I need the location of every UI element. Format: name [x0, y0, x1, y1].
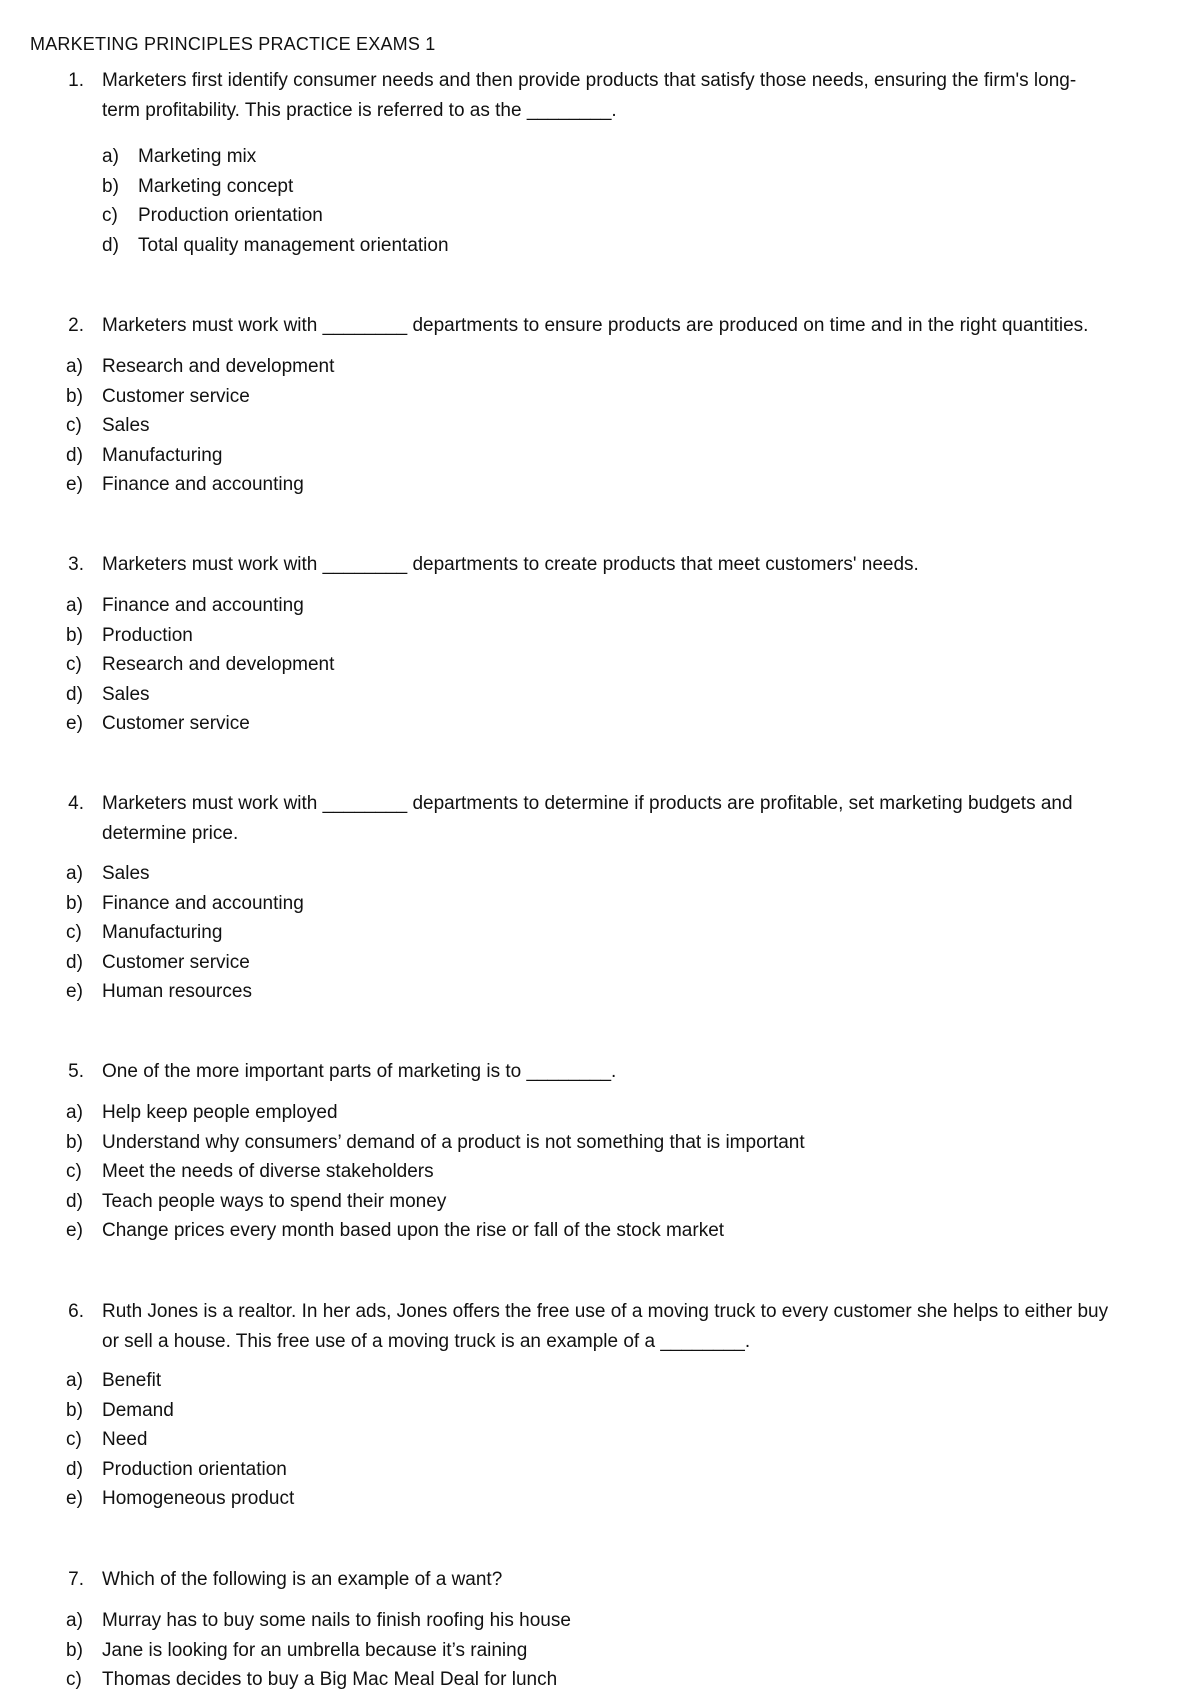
option-text: Finance and accounting — [102, 474, 304, 495]
option-text: Meet the needs of diverse stakeholders — [102, 1161, 434, 1182]
option-letter: c) — [66, 922, 82, 943]
option-text: Customer service — [102, 713, 250, 734]
option-letter: a) — [66, 1610, 83, 1631]
option-letter: e) — [66, 713, 83, 734]
option-text: Research and development — [102, 654, 335, 675]
option-text: Manufacturing — [102, 444, 223, 466]
document-title: MARKETING PRINCIPLES PRACTICE EXAMS 1 — [30, 34, 436, 54]
question-text: or sell a house. This free use of a moving truck is an example of a ________. — [102, 1330, 751, 1352]
option-text: Production orientation — [138, 205, 323, 226]
option-text: Finance and accounting — [102, 892, 304, 914]
option-letter: c) — [66, 415, 82, 436]
option-text: Sales — [102, 863, 150, 884]
option-text: Understand why consumers’ demand of a product is not something that is important — [102, 1131, 805, 1153]
option-letter: c) — [66, 1429, 82, 1450]
option-letter: b) — [66, 624, 83, 646]
question-text: Marketers must work with ________ departments to create products that meet customers' needs. — [102, 554, 919, 575]
option-letter: b) — [66, 892, 83, 914]
question-number: 2. — [68, 315, 84, 336]
option-letter: e) — [66, 981, 83, 1002]
question-number: 6. — [68, 1301, 84, 1322]
option-letter: c) — [66, 1669, 82, 1690]
option-text: Production orientation — [102, 1458, 287, 1480]
option-letter: c) — [102, 205, 118, 226]
option-text: Sales — [102, 415, 150, 436]
option-letter: e) — [66, 474, 83, 495]
option-text: Total quality management orientation — [138, 234, 449, 256]
option-letter: e) — [66, 1488, 83, 1509]
option-letter: b) — [66, 1399, 83, 1421]
question-text: One of the more important parts of marketing is to ________. — [102, 1061, 617, 1082]
option-letter: a) — [66, 1370, 83, 1391]
option-letter: d) — [66, 683, 83, 705]
option-text: Need — [102, 1429, 148, 1450]
option-letter: d) — [66, 444, 83, 466]
option-text: Customer service — [102, 385, 250, 407]
option-letter: b) — [102, 175, 119, 197]
option-text: Customer service — [102, 951, 250, 973]
option-text: Murray has to buy some nails to finish roofing his house — [102, 1610, 571, 1631]
option-text: Help keep people employed — [102, 1102, 338, 1123]
question-text: term profitability. This practice is referred to as the ________. — [102, 99, 617, 121]
option-text: Human resources — [102, 981, 252, 1002]
option-text: Manufacturing — [102, 922, 223, 943]
option-letter: b) — [66, 1131, 83, 1153]
option-letter: d) — [102, 234, 119, 256]
question-text: determine price. — [102, 822, 239, 844]
question-number: 5. — [68, 1061, 84, 1082]
question-text: Marketers first identify consumer needs and then provide products that satisfy those needs, ensuring the firm's long- — [102, 70, 1077, 91]
option-text: Thomas decides to buy a Big Mac Meal Deal for lunch — [102, 1669, 558, 1690]
option-text: Research and development — [102, 356, 335, 377]
option-text: Change prices every month based upon the rise or fall of the stock market — [102, 1220, 725, 1241]
option-letter: b) — [66, 1639, 83, 1661]
option-text: Production — [102, 624, 193, 646]
option-text: Demand — [102, 1399, 174, 1421]
question-text: Ruth Jones is a realtor. In her ads, Jones offers the free use of a moving truck to every customer she helps to either buy — [102, 1301, 1109, 1322]
option-text: Marketing concept — [138, 175, 294, 197]
option-letter: c) — [66, 654, 82, 675]
option-letter: a) — [66, 595, 83, 616]
question-number: 4. — [68, 793, 84, 814]
question-text: Marketers must work with ________ departments to ensure products are produced on time and in the right quantities. — [102, 315, 1089, 336]
option-letter: a) — [102, 146, 119, 167]
question-number: 1. — [68, 70, 84, 91]
question-number: 7. — [68, 1569, 84, 1590]
option-text: Sales — [102, 683, 150, 705]
option-letter: d) — [66, 1190, 83, 1212]
option-letter: d) — [66, 1458, 83, 1480]
option-letter: e) — [66, 1220, 83, 1241]
option-letter: a) — [66, 863, 83, 884]
option-letter: d) — [66, 951, 83, 973]
option-letter: a) — [66, 356, 83, 377]
option-text: Homogeneous product — [102, 1488, 295, 1509]
option-letter: a) — [66, 1102, 83, 1123]
question-text: Which of the following is an example of a want? — [102, 1569, 503, 1590]
option-text: Marketing mix — [138, 146, 257, 167]
option-text: Benefit — [102, 1370, 162, 1391]
option-text: Teach people ways to spend their money — [102, 1190, 447, 1212]
option-text: Jane is looking for an umbrella because it’s raining — [102, 1639, 528, 1661]
option-letter: c) — [66, 1161, 82, 1182]
question-text: Marketers must work with ________ departments to determine if products are profitable, set marketing budgets and — [102, 793, 1073, 814]
option-text: Finance and accounting — [102, 595, 304, 616]
option-letter: b) — [66, 385, 83, 407]
question-number: 3. — [68, 554, 84, 575]
